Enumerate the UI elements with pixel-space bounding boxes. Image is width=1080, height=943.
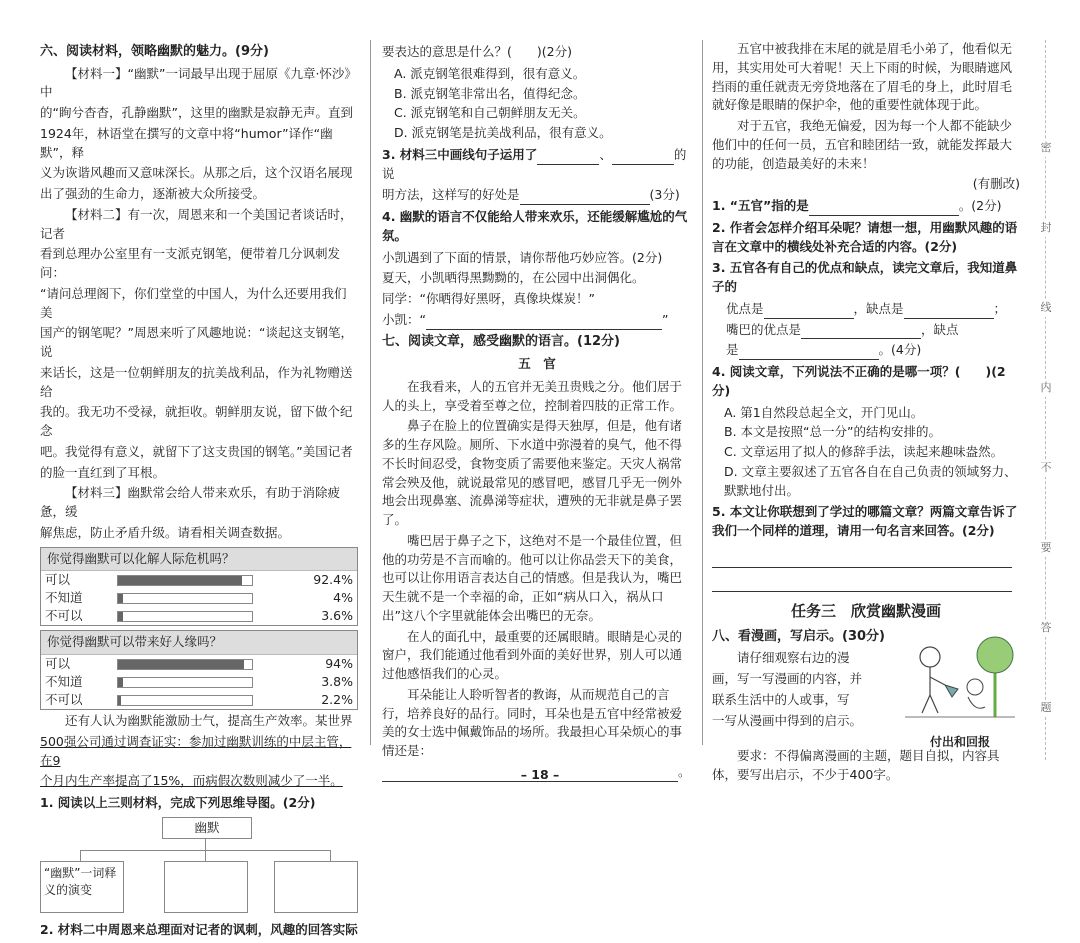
answer-blank[interactable] (612, 150, 674, 165)
question-2: 2. 材料二中周恩来总理面对记者的讽刺，风趣的回答实际 (40, 921, 358, 937)
survey-label: 不知道 (45, 589, 83, 605)
section8 (712, 627, 1020, 747)
survey-row (41, 589, 357, 607)
mind-map-box: “幽默”一词释义的演变 (40, 861, 124, 913)
question-1: 1. 阅读以上三则材料，完成下列思维导图。(2分) (40, 795, 316, 810)
question-3-score: 。(4分) (878, 342, 922, 358)
answer-blank[interactable] (764, 304, 854, 319)
section8-line: 画，写一写漫画的内容，并 (712, 671, 863, 686)
question-3-line (712, 300, 1020, 319)
material1-line: 的“眴兮杳杳，孔静幽默”，这里的幽默是寂静无声。直到 (40, 105, 353, 120)
mind-map-connector (330, 850, 331, 861)
option: B. 本文是按照“总一分”的结构安排的。 (724, 424, 941, 440)
article-paragraph: 对于五官，我绝无偏爱，因为每一个人都不能缺少他们中的任何一员，五官和睦团结一致，就能发挥最大的功能，创造最美好的未来！ (712, 118, 1013, 171)
article-paragraph: 在我看来，人的五官并无美丑贵贱之分。他们居于人的头上，享受着至尊之位，控制着四肢的正常工作。 (382, 378, 683, 413)
material3-line: 还有人认为幽默能激励士气，提高生产效率。某世界 (65, 713, 353, 728)
material2-line: 国产的钢笔呢？”周恩来听了风趣地说：“谈起这支钢笔，说 (40, 325, 353, 359)
survey-row (41, 607, 357, 625)
answer-blank[interactable] (537, 150, 599, 165)
column-divider (702, 40, 703, 745)
column-divider (370, 40, 371, 745)
question-4-line: 小凯遇到了下面的情景，请你帮他巧妙应答。(2分) (382, 249, 663, 265)
material2-line: 的脸一直红到了耳根。 (40, 464, 166, 480)
answer-blank[interactable] (712, 577, 1012, 592)
seal-char: 内 (1036, 380, 1056, 397)
comic-caption: 付出和回报 (929, 734, 990, 749)
answer-line-row (712, 574, 1020, 593)
material2 (40, 206, 358, 483)
mind-map-answer-box[interactable] (274, 861, 358, 913)
survey-bar (118, 612, 123, 621)
question-3-line (712, 321, 1020, 340)
survey-bar (118, 696, 121, 705)
seal-char: 线 (1036, 300, 1056, 317)
task-title: 任务三 欣赏幽默漫画 (790, 602, 941, 621)
answer-blank[interactable] (712, 553, 1012, 568)
option: D. 派克钢笔是抗美战利品，很有意义。 (394, 125, 612, 140)
survey-bar-track (117, 611, 253, 622)
question-3-text: ，缺点 (921, 321, 959, 337)
survey-bar (118, 576, 242, 585)
survey-percent: 3.6% (321, 607, 353, 623)
survey-question: 你觉得幽默可以化解人际危机吗？ (41, 548, 357, 572)
article-paragraph: 五官中被我排在末尾的就是眉毛小弟了，他看似无用，其实用处可大着呢！天上下雨的时候，为眼睛遮风挡雨的重任就责无旁贷地落在了眉毛的身上，此时眉毛就好像是眼睛的保护伞，他的重要性就体现于此。 (712, 41, 1013, 113)
material3-line: 解焦虑，防止矛盾升级。请看相关调查数据。 (40, 524, 291, 540)
question-3-text: ； (993, 300, 1007, 316)
question-4-line: 夏天，小凯晒得黑黝黝的，在公园中出洞偶化。 (382, 270, 645, 286)
section8-title: 八、看漫画，写启示。(30分) (712, 628, 885, 644)
mind-map-answer-box[interactable] (164, 861, 248, 913)
mind-map-connector (205, 850, 206, 861)
survey-table-1 (40, 547, 358, 627)
material1-line: 义为诙谐风趣而又意味深长。从那之后，这个汉语名展现 (40, 165, 353, 181)
option: A. 第1自然段总起全文，开门见山。 (724, 404, 924, 420)
answer-blank[interactable] (426, 315, 662, 330)
option: C. 派克钢笔和自己朝鲜朋友无关。 (394, 105, 586, 121)
survey-bar-track (117, 659, 253, 670)
article-paragraph: 在人的面孔中，最重要的还属眼睛。眼睛是心灵的窗户，我们能通过他看到外面的美好世界，别人可以通过他感悟我们的心灵。 (382, 628, 683, 681)
article-title: 五 官 (518, 356, 556, 371)
seal-char: 不 (1036, 460, 1056, 477)
survey-percent: 94% (325, 655, 353, 671)
question-3-text: ，缺点是 (853, 300, 904, 316)
question-3 (382, 146, 692, 184)
question-2: 2. 作者会怎样介绍耳朵呢？请想一想，用幽默风趣的语言在文章中的横线处补充合适的内容。(2分) (712, 219, 1018, 254)
material2-line: 吧。我觉得有意义，就留下了这支贵国的钢笔。”美国记者 (40, 443, 353, 459)
page-number: – 18 – (520, 767, 560, 783)
answer-blank[interactable] (520, 190, 650, 205)
seal-char: 题 (1036, 700, 1056, 717)
survey-percent: 3.8% (321, 673, 353, 689)
answer-line-row (712, 549, 1020, 568)
survey-label: 可以 (45, 571, 71, 587)
question-4: 4. 阅读文章，下列说法不正确的是哪一项？( )(2分) (712, 364, 1006, 398)
question-3: 3. 五官各有自己的优点和缺点，读完文章后，我知道鼻子的 (712, 260, 1018, 294)
answer-blank[interactable] (801, 324, 921, 339)
material1-line: 出了强劲的生命力，逐渐被大众所接受。 (40, 186, 266, 201)
material3-line: 500强公司通过调查证实：参加过幽默训练的中层主管，在9 (40, 733, 352, 768)
requirement: 要求：不得偏离漫画的主题，题目自拟，内容具体，要写出启示，不少于400字。 (712, 747, 1000, 782)
section8-line: 联系生活中的人或事，写 (712, 691, 850, 707)
mind-map-connector (205, 838, 206, 850)
question-2-continued: 要表达的意思是什么？( )(2分) (382, 44, 572, 59)
question-3-score: (3分) (649, 187, 680, 203)
seal-char: 封 (1036, 220, 1056, 237)
seal-line (1036, 40, 1056, 760)
answer-blank[interactable] (904, 304, 994, 319)
material2-line: 来话长，这是一位朝鲜朋友的抗美战利品，作为礼物赠送给 (40, 364, 353, 399)
option: A. 派克钢笔很难得到，很有意义。 (394, 65, 586, 81)
question-3-line (712, 341, 1020, 360)
survey-percent: 92.4% (313, 571, 353, 587)
survey-bar-track (117, 677, 253, 688)
question-4-label: 小凯：“ (382, 311, 426, 327)
survey-row (41, 655, 357, 673)
question-3-text: 的说 (382, 146, 687, 181)
survey-percent: 4% (333, 589, 353, 605)
survey-bar (118, 678, 123, 687)
seal-char: 要 (1036, 540, 1056, 557)
material3 (40, 484, 358, 542)
survey-table-2 (40, 630, 358, 710)
material1-line: 【材料一】“幽默”一词最早出现于屈原《九章·怀沙》中 (40, 65, 357, 100)
survey-row (41, 571, 357, 589)
material2-line: 我的。我无功不受禄，就拒收。朝鲜朋友说，留下做个纪念 (40, 404, 353, 438)
question-3-text: 嘴巴的优点是 (726, 321, 802, 337)
question-3-line2 (382, 186, 692, 205)
survey-bar (118, 660, 244, 669)
article-paragraph: 耳朵能让人聆听智者的教诲，从而规范自己的言行，培养良好的品行。同时，耳朵也是五官中经常被爱美的女士选中佩戴饰品的场所。我最担心耳朵烦心的事情还是： (382, 686, 683, 758)
question-4-end: ” (661, 311, 669, 327)
right-column (712, 40, 1020, 786)
question-3-text: 是 (726, 342, 739, 358)
left-column (40, 40, 358, 943)
survey-row (41, 673, 357, 691)
question-1-text: 1. “五官”指的是 (712, 198, 809, 213)
question-5: 5. 本文让你联想到了学过的哪篇文章？两篇文章告诉了我们一个同样的道理，请用一句名言来回答。(2分) (712, 504, 1018, 538)
mind-map-root: 幽默 (162, 817, 252, 839)
option: D. 文章主要叙述了五官各自在自己负责的领域努力、默默地付出。 (724, 463, 1017, 498)
material1 (40, 65, 358, 204)
question-1 (712, 197, 1020, 216)
material3-line: 个月内生产率提高了15%，而病假次数则减少了一半。 (40, 773, 343, 789)
comic-illustration (900, 627, 1020, 749)
section8-line: 一写从漫画中得到的启示。 (712, 712, 863, 728)
survey-label: 不知道 (45, 673, 83, 689)
question-1-score: 。(2分) (958, 198, 1002, 213)
middle-column (382, 40, 692, 784)
survey-question: 你觉得幽默可以带来好人缘吗？ (41, 631, 357, 655)
section6-title: 六、阅读材料，领略幽默的魅力。(9分) (40, 44, 269, 59)
mind-map (40, 817, 358, 917)
option: B. 派克钢笔非常出名，值得纪念。 (394, 85, 586, 101)
survey-bar (118, 594, 123, 603)
material1-line: 1924年，林语堂在撰写的文章中将“humor”译作“幽默”，释 (40, 125, 333, 160)
article-paragraph: 嘴巴居于鼻子之下，这绝对不是一个最佳位置，但他的功劳是不言而喻的。他可以让你品尝天下的美食，也可以让你用语言表达自己的情感。但是我认为，嘴巴天生就不是一个幸福的命，正如“病从口入，祸从口出”这八个字里就能体会出嘴巴的无奈。 (382, 532, 683, 623)
question-4: 4. 幽默的语言不仅能给人带来欢乐，还能缓解尴尬的气氛。 (382, 209, 688, 243)
seal-char: 答 (1036, 620, 1056, 637)
survey-bar-track (117, 695, 253, 706)
question-3-text: 优点是 (726, 300, 764, 316)
survey-percent: 2.2% (321, 691, 353, 707)
question-4-line: 同学：“你晒得好黑呀，真像块煤炭！” (382, 291, 595, 306)
material3-line: 【材料三】幽默常会给人带来欢乐，有助于消除疲惫，缓 (40, 485, 341, 519)
survey-label: 不可以 (45, 607, 83, 623)
option: C. 文章运用了拟人的修辞手法，读起来趣味盎然。 (724, 444, 1004, 459)
question-3-text: 明方法，这样写的好处是 (382, 187, 520, 203)
section7-title: 七、阅读文章，感受幽默的语言。(12分) (382, 333, 620, 349)
article-source: (有删改) (972, 176, 1020, 192)
answer-blank[interactable] (739, 345, 879, 360)
comic-drawing-icon (900, 627, 1020, 727)
question-4-line (382, 311, 692, 330)
material2-line: “请问总理阁下，你们堂堂的中国人，为什么还要用我们美 (40, 285, 347, 320)
material2-line: 看到总理办公室里有一支派克钢笔，便带着几分讽刺发问： (40, 246, 341, 280)
survey-label: 不可以 (45, 691, 83, 707)
answer-line-end: 。 (678, 763, 691, 779)
section8-line: 请仔细观察右边的漫 (737, 650, 850, 666)
survey-label: 可以 (45, 655, 71, 671)
seal-char: 密 (1036, 140, 1056, 157)
article-paragraph: 鼻子在脸上的位置确实是得天独厚，但是，他有诸多的生存风险。厕所、下水道中弥漫着的臭气，他不得不长时间忍受，食物变质了需要他来鉴定。天灾人祸常常会殃及他，就说最常见的感冒吧，感冒几乎无一例外地会出现鼻塞、流鼻涕等症状，遭殃的无非就是鼻子罢了。 (382, 418, 683, 527)
survey-row (41, 691, 357, 709)
survey-bar-track (117, 575, 253, 586)
mind-map-connector (80, 850, 81, 861)
material2-line: 【材料二】有一次，周恩来和一个美国记者谈话时，记者 (40, 206, 353, 241)
survey-bar-track (117, 593, 253, 604)
question-3-text: 3. 材料三中画线句子运用了 (382, 146, 538, 162)
answer-blank[interactable] (809, 201, 959, 216)
question-3-sep: 、 (599, 146, 612, 162)
